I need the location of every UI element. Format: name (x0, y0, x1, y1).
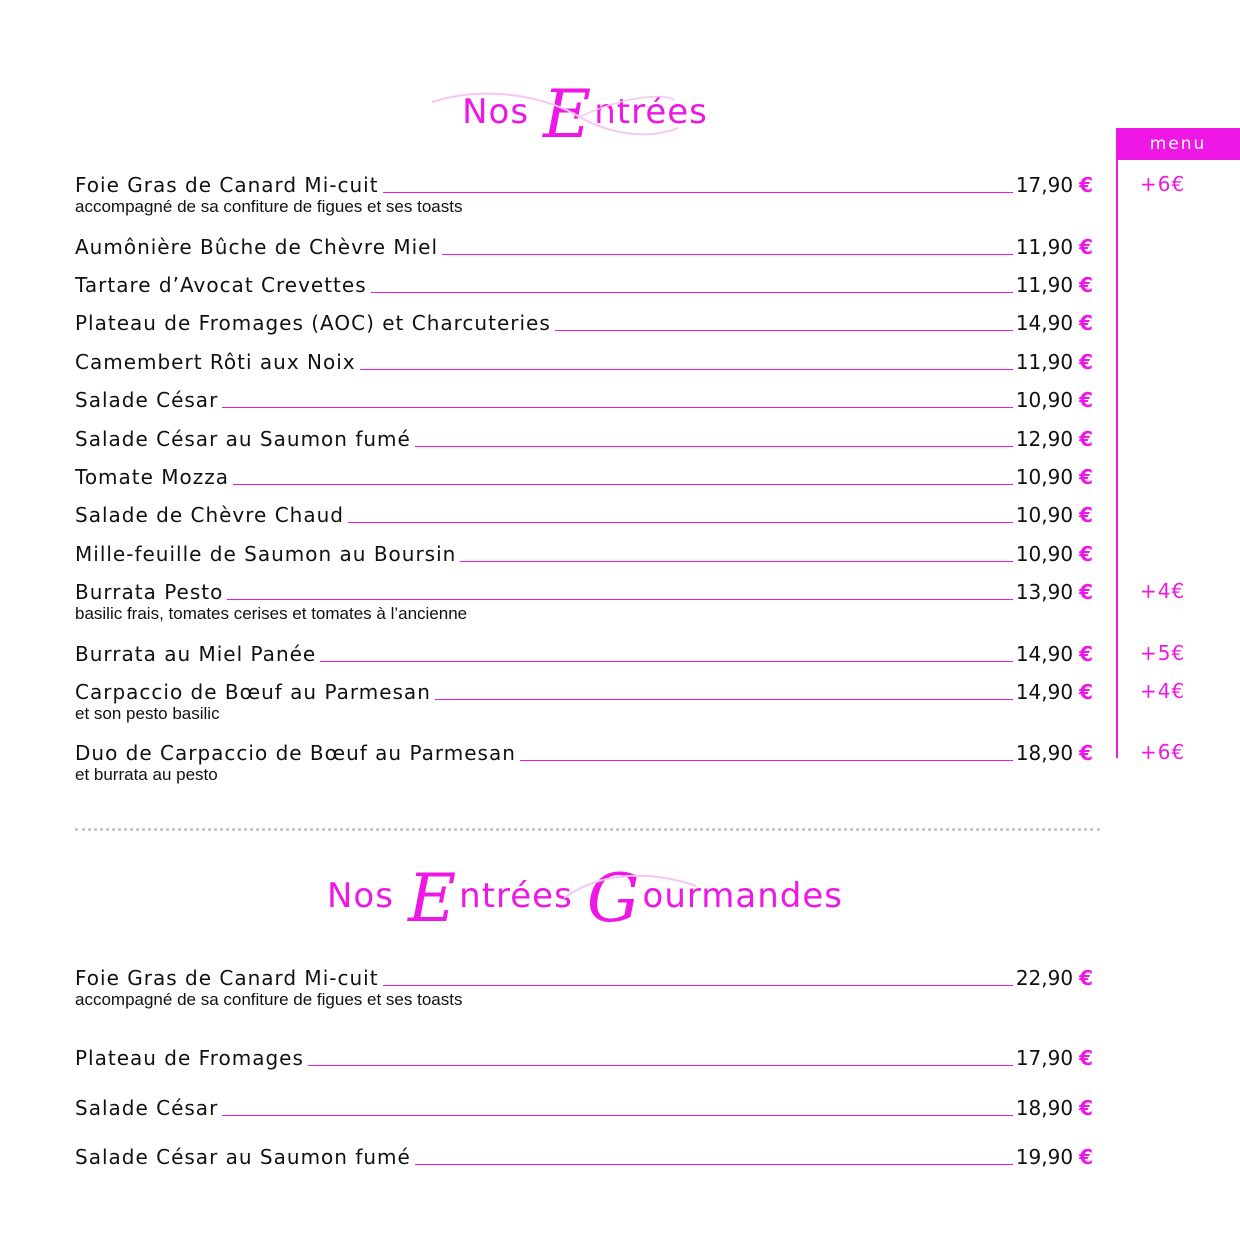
menu-item-row (75, 347, 1093, 373)
menu-item-name: Plateau de Fromages (AOC) et Charcuteries (75, 311, 551, 335)
currency-symbol: € (1079, 642, 1093, 666)
menu-item-row (75, 424, 1093, 450)
menu-supplement: +5€ (1140, 641, 1186, 665)
price-value: 10,90 (1015, 465, 1074, 489)
section-divider (75, 828, 1100, 831)
menu-item-price (1016, 543, 1093, 565)
currency-symbol: € (1079, 542, 1093, 566)
menu-item (75, 347, 1093, 373)
currency-symbol: € (1079, 465, 1093, 489)
menu-supplement: +4€ (1140, 679, 1186, 703)
menu-item-price (1016, 742, 1093, 764)
menu-item-name: Foie Gras de Canard Mi-cuit (75, 173, 379, 197)
menu-item-name: Aumônière Bûche de Chèvre Miel (75, 235, 439, 259)
menu-item-price (1016, 389, 1093, 411)
menu-item-price (1016, 1146, 1093, 1168)
menu-item-row (75, 639, 1093, 665)
menu-item-row (75, 1093, 1093, 1119)
menu-item-name: Foie Gras de Canard Mi-cuit (75, 966, 379, 990)
menu-item-name: Tomate Mozza (75, 465, 230, 489)
currency-symbol: € (1079, 427, 1093, 451)
menu-item-name: Mille-feuille de Saumon au Boursin (75, 542, 457, 566)
menu-item (75, 1093, 1093, 1119)
menu-item-row (75, 963, 1093, 989)
title-script-initial: E (543, 76, 593, 153)
menu-supplement: +6€ (1140, 172, 1186, 196)
menu-item-row (75, 270, 1093, 296)
dotted-leader-line (227, 599, 1012, 600)
price-value: 18,90 (1015, 741, 1074, 765)
menu-item (75, 500, 1093, 526)
menu-item-name: Camembert Rôti aux Noix (75, 350, 356, 374)
menu-item-price (1016, 236, 1093, 258)
currency-symbol: € (1079, 580, 1093, 604)
currency-symbol: € (1079, 235, 1093, 259)
dotted-leader-line (371, 292, 1013, 293)
menu-item-price (1016, 581, 1093, 603)
menu-item-row (75, 539, 1093, 565)
price-value: 22,90 (1015, 966, 1074, 990)
dotted-leader-line (383, 192, 1013, 193)
currency-symbol: € (1079, 1096, 1093, 1120)
menu-item-price (1016, 174, 1093, 196)
menu-item-description: et son pesto basilic (75, 704, 220, 723)
price-value: 17,90 (1015, 173, 1074, 197)
title-prefix: Nos (462, 92, 530, 132)
menu-item-row (75, 308, 1093, 334)
currency-symbol: € (1079, 1145, 1093, 1169)
currency-symbol: € (1079, 273, 1093, 297)
price-value: 18,90 (1015, 1096, 1074, 1120)
dotted-leader-line (383, 985, 1013, 986)
menu-item-row (75, 500, 1093, 526)
menu-item-description: et burrata au pesto (75, 765, 218, 784)
menu-item-row (75, 385, 1093, 411)
menu-supplement: +6€ (1140, 740, 1186, 764)
title-rest: ntrées (594, 92, 708, 132)
dotted-leader-line (233, 484, 1013, 485)
menu-column-rail (1116, 160, 1118, 758)
currency-symbol: € (1079, 741, 1093, 765)
currency-symbol: € (1079, 173, 1093, 197)
menu-item-name: Salade César (75, 1096, 219, 1120)
menu-item-price (1016, 466, 1093, 488)
menu-item (75, 577, 1093, 624)
section-title-entrees (0, 76, 1170, 153)
price-value: 10,90 (1015, 503, 1074, 527)
currency-symbol: € (1079, 311, 1093, 335)
menu-item (75, 385, 1093, 411)
price-value: 19,90 (1015, 1145, 1074, 1169)
dotted-leader-line (415, 1164, 1013, 1165)
menu-item (75, 677, 1093, 724)
menu-supplement: +4€ (1140, 579, 1186, 603)
menu-item-price (1016, 274, 1093, 296)
menu-item-price (1016, 643, 1093, 665)
title-script-initial-2: G (586, 860, 641, 937)
dotted-leader-line (360, 369, 1013, 370)
dotted-leader-line (435, 699, 1013, 700)
menu-item-name: Salade César au Saumon fumé (75, 1145, 411, 1169)
menu-item-name: Salade César (75, 388, 219, 412)
menu-item-name: Duo de Carpaccio de Bœuf au Parmesan (75, 741, 516, 765)
currency-symbol: € (1079, 1046, 1093, 1070)
menu-item-row (75, 577, 1093, 603)
dotted-leader-line (460, 561, 1012, 562)
price-value: 11,90 (1015, 273, 1074, 297)
menu-item-row (75, 738, 1093, 764)
menu-item-name: Burrata Pesto (75, 580, 224, 604)
menu-item-name: Salade César au Saumon fumé (75, 427, 411, 451)
menu-item-price (1016, 967, 1093, 989)
menu-item (75, 1043, 1093, 1069)
menu-item-row (75, 677, 1093, 703)
menu-item-name: Plateau de Fromages (75, 1046, 304, 1070)
dotted-leader-line (442, 254, 1013, 255)
price-value: 14,90 (1015, 311, 1074, 335)
menu-item-row (75, 232, 1093, 258)
currency-symbol: € (1079, 680, 1093, 704)
menu-item-name: Salade de Chèvre Chaud (75, 503, 344, 527)
menu-item-price (1016, 1047, 1093, 1069)
price-value: 11,90 (1015, 235, 1074, 259)
menu-item-row (75, 1043, 1093, 1069)
dotted-leader-line (320, 661, 1013, 662)
menu-item-price (1016, 1097, 1093, 1119)
menu-item-price (1016, 504, 1093, 526)
menu-item-price (1016, 351, 1093, 373)
title-rest: ntrées (459, 876, 573, 916)
menu-item-description: accompagné de sa confiture de figues et ses toasts (75, 197, 463, 216)
currency-symbol: € (1079, 350, 1093, 374)
menu-item-name: Tartare d’Avocat Crevettes (75, 273, 367, 297)
dotted-leader-line (308, 1065, 1013, 1066)
title-prefix: Nos (327, 876, 394, 916)
title-rest-2: ourmandes (642, 876, 843, 916)
dotted-leader-line (348, 522, 1013, 523)
menu-item-row (75, 170, 1093, 196)
dotted-leader-line (222, 1115, 1013, 1116)
price-value: 12,90 (1015, 427, 1074, 451)
menu-item (75, 308, 1093, 334)
currency-symbol: € (1079, 388, 1093, 412)
menu-item (75, 539, 1093, 565)
menu-item (75, 424, 1093, 450)
price-value: 11,90 (1015, 350, 1074, 374)
menu-item (75, 963, 1093, 1010)
currency-symbol: € (1079, 966, 1093, 990)
section-title-entrees-gourmandes (0, 860, 1170, 937)
dotted-leader-line (520, 760, 1013, 761)
price-value: 13,90 (1015, 580, 1074, 604)
menu-item-name: Carpaccio de Bœuf au Parmesan (75, 680, 431, 704)
menu-item (75, 170, 1093, 217)
currency-symbol: € (1079, 503, 1093, 527)
menu-item-price (1016, 681, 1093, 703)
menu-item (75, 738, 1093, 785)
menu-item (75, 232, 1093, 258)
menu-item (75, 462, 1093, 488)
menu-item-name: Burrata au Miel Panée (75, 642, 317, 666)
dotted-leader-line (555, 330, 1013, 331)
price-value: 17,90 (1015, 1046, 1074, 1070)
dotted-leader-line (415, 446, 1013, 447)
price-value: 14,90 (1015, 642, 1074, 666)
menu-item (75, 270, 1093, 296)
price-value: 10,90 (1015, 542, 1074, 566)
menu-item-price (1016, 428, 1093, 450)
menu-column-header: menu (1116, 128, 1240, 160)
dotted-leader-line (222, 407, 1013, 408)
title-script-initial: E (407, 860, 458, 937)
menu-item-description: basilic frais, tomates cerises et tomates à l’ancienne (75, 604, 468, 623)
menu-item-row (75, 462, 1093, 488)
price-value: 10,90 (1015, 388, 1074, 412)
menu-item-description: accompagné de sa confiture de figues et ses toasts (75, 990, 463, 1009)
menu-item (75, 1142, 1093, 1168)
menu-item-row (75, 1142, 1093, 1168)
menu-item (75, 639, 1093, 665)
price-value: 14,90 (1015, 680, 1074, 704)
menu-item-price (1016, 312, 1093, 334)
